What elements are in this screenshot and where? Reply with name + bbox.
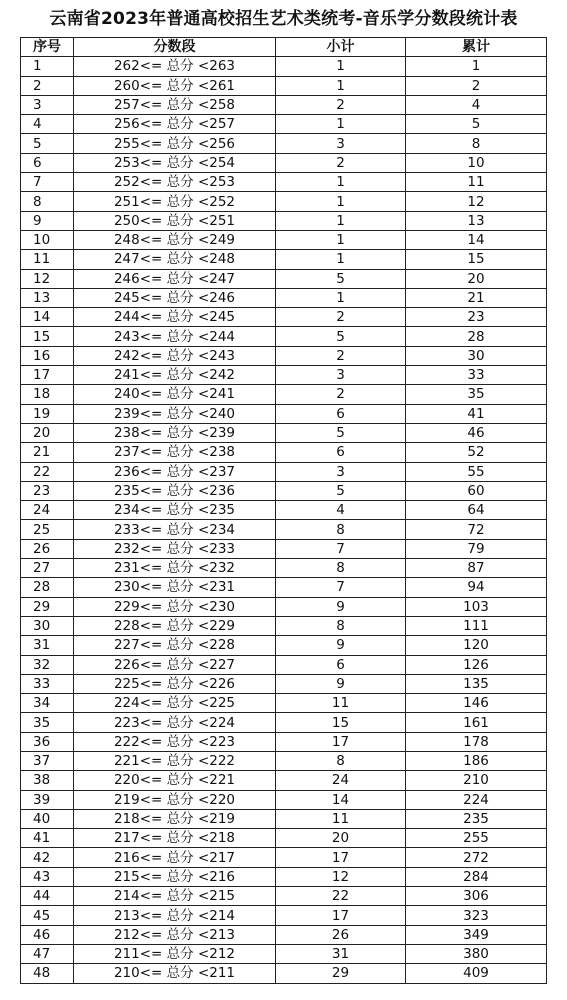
row-index: 13	[21, 288, 74, 307]
row-cumulative: 64	[406, 501, 547, 520]
table-row	[21, 423, 547, 442]
row-subtotal: 8	[276, 751, 406, 770]
row-subtotal: 1	[276, 192, 406, 211]
row-index: 24	[21, 501, 74, 520]
row-subtotal: 29	[276, 964, 406, 983]
row-subtotal: 5	[276, 423, 406, 442]
row-cumulative: 306	[406, 887, 547, 906]
row-score-range: 260<= 总分 <261	[74, 76, 276, 95]
table-row	[21, 230, 547, 249]
table-row	[21, 636, 547, 655]
row-index: 21	[21, 443, 74, 462]
row-index: 28	[21, 578, 74, 597]
row-index: 2	[21, 76, 74, 95]
row-subtotal: 31	[276, 944, 406, 963]
row-cumulative: 235	[406, 809, 547, 828]
header-cumulative: 累计	[406, 38, 547, 57]
row-cumulative: 46	[406, 423, 547, 442]
row-subtotal: 5	[276, 481, 406, 500]
row-cumulative: 87	[406, 559, 547, 578]
row-cumulative: 28	[406, 327, 547, 346]
row-index: 35	[21, 713, 74, 732]
table-row	[21, 867, 547, 886]
row-index: 1	[21, 57, 74, 76]
row-score-range: 223<= 总分 <224	[74, 713, 276, 732]
row-cumulative: 30	[406, 346, 547, 365]
table-row	[21, 655, 547, 674]
row-score-range: 237<= 总分 <238	[74, 443, 276, 462]
row-score-range: 228<= 总分 <229	[74, 616, 276, 635]
row-subtotal: 8	[276, 520, 406, 539]
row-subtotal: 2	[276, 153, 406, 172]
row-subtotal: 2	[276, 346, 406, 365]
row-index: 20	[21, 423, 74, 442]
table-row	[21, 481, 547, 500]
table-row	[21, 539, 547, 558]
row-cumulative: 52	[406, 443, 547, 462]
table-row	[21, 346, 547, 365]
row-cumulative: 35	[406, 385, 547, 404]
row-cumulative: 210	[406, 771, 547, 790]
table-row	[21, 906, 547, 925]
row-score-range: 233<= 总分 <234	[74, 520, 276, 539]
row-score-range: 243<= 总分 <244	[74, 327, 276, 346]
row-cumulative: 135	[406, 674, 547, 693]
table-row	[21, 385, 547, 404]
row-index: 37	[21, 751, 74, 770]
row-subtotal: 15	[276, 713, 406, 732]
table-row	[21, 732, 547, 751]
row-cumulative: 11	[406, 173, 547, 192]
row-index: 14	[21, 308, 74, 327]
header-row	[21, 38, 547, 57]
row-cumulative: 120	[406, 636, 547, 655]
row-cumulative: 186	[406, 751, 547, 770]
table-row	[21, 250, 547, 269]
row-score-range: 235<= 总分 <236	[74, 481, 276, 500]
row-index: 46	[21, 925, 74, 944]
row-subtotal: 1	[276, 76, 406, 95]
row-subtotal: 24	[276, 771, 406, 790]
table-row	[21, 674, 547, 693]
row-index: 3	[21, 95, 74, 114]
row-cumulative: 2	[406, 76, 547, 95]
table-row	[21, 694, 547, 713]
header-index: 序号	[21, 38, 74, 57]
row-score-range: 247<= 总分 <248	[74, 250, 276, 269]
table-row	[21, 76, 547, 95]
row-cumulative: 409	[406, 964, 547, 983]
row-index: 23	[21, 481, 74, 500]
table-row	[21, 211, 547, 230]
row-index: 39	[21, 790, 74, 809]
row-cumulative: 33	[406, 366, 547, 385]
row-index: 18	[21, 385, 74, 404]
table-row	[21, 443, 547, 462]
row-cumulative: 60	[406, 481, 547, 500]
row-score-range: 256<= 总分 <257	[74, 115, 276, 134]
row-index: 45	[21, 906, 74, 925]
row-score-range: 218<= 总分 <219	[74, 809, 276, 828]
row-index: 44	[21, 887, 74, 906]
table-row	[21, 848, 547, 867]
table-row	[21, 790, 547, 809]
row-cumulative: 224	[406, 790, 547, 809]
table-row	[21, 887, 547, 906]
row-score-range: 242<= 总分 <243	[74, 346, 276, 365]
row-subtotal: 1	[276, 230, 406, 249]
row-cumulative: 284	[406, 867, 547, 886]
score-distribution-table	[20, 37, 547, 984]
table-row	[21, 616, 547, 635]
row-subtotal: 1	[276, 57, 406, 76]
row-subtotal: 1	[276, 173, 406, 192]
table-row	[21, 269, 547, 288]
row-subtotal: 7	[276, 578, 406, 597]
row-subtotal: 11	[276, 694, 406, 713]
row-index: 15	[21, 327, 74, 346]
row-cumulative: 380	[406, 944, 547, 963]
row-index: 36	[21, 732, 74, 751]
row-score-range: 248<= 总分 <249	[74, 230, 276, 249]
row-cumulative: 146	[406, 694, 547, 713]
row-cumulative: 79	[406, 539, 547, 558]
row-score-range: 251<= 总分 <252	[74, 192, 276, 211]
row-score-range: 253<= 总分 <254	[74, 153, 276, 172]
row-index: 31	[21, 636, 74, 655]
row-score-range: 216<= 总分 <217	[74, 848, 276, 867]
row-score-range: 239<= 总分 <240	[74, 404, 276, 423]
row-subtotal: 17	[276, 732, 406, 751]
table-row	[21, 95, 547, 114]
row-score-range: 229<= 总分 <230	[74, 597, 276, 616]
row-cumulative: 272	[406, 848, 547, 867]
table-row	[21, 57, 547, 76]
table-row	[21, 578, 547, 597]
row-score-range: 234<= 总分 <235	[74, 501, 276, 520]
row-cumulative: 178	[406, 732, 547, 751]
row-subtotal: 7	[276, 539, 406, 558]
row-subtotal: 1	[276, 288, 406, 307]
row-cumulative: 5	[406, 115, 547, 134]
table-row	[21, 153, 547, 172]
row-index: 8	[21, 192, 74, 211]
header-subtotal: 小计	[276, 38, 406, 57]
row-subtotal: 2	[276, 95, 406, 114]
table-row	[21, 597, 547, 616]
row-subtotal: 9	[276, 597, 406, 616]
row-score-range: 230<= 总分 <231	[74, 578, 276, 597]
row-subtotal: 5	[276, 327, 406, 346]
row-cumulative: 12	[406, 192, 547, 211]
table-row	[21, 462, 547, 481]
page-title: 云南省2023年普通高校招生艺术类统考-音乐学分数段统计表	[49, 9, 518, 29]
row-subtotal: 1	[276, 211, 406, 230]
row-score-range: 246<= 总分 <247	[74, 269, 276, 288]
row-score-range: 232<= 总分 <233	[74, 539, 276, 558]
row-cumulative: 323	[406, 906, 547, 925]
table-body	[21, 57, 547, 983]
table-row	[21, 809, 547, 828]
row-index: 19	[21, 404, 74, 423]
row-score-range: 238<= 总分 <239	[74, 423, 276, 442]
row-score-range: 224<= 总分 <225	[74, 694, 276, 713]
table-row	[21, 944, 547, 963]
row-subtotal: 12	[276, 867, 406, 886]
table-row	[21, 192, 547, 211]
row-subtotal: 17	[276, 848, 406, 867]
row-cumulative: 255	[406, 829, 547, 848]
row-index: 41	[21, 829, 74, 848]
table-row	[21, 501, 547, 520]
row-cumulative: 111	[406, 616, 547, 635]
row-index: 42	[21, 848, 74, 867]
row-score-range: 255<= 总分 <256	[74, 134, 276, 153]
row-index: 47	[21, 944, 74, 963]
row-index: 9	[21, 211, 74, 230]
row-subtotal: 6	[276, 655, 406, 674]
row-subtotal: 3	[276, 134, 406, 153]
table-row	[21, 308, 547, 327]
row-index: 48	[21, 964, 74, 983]
row-index: 38	[21, 771, 74, 790]
row-subtotal: 6	[276, 404, 406, 423]
row-cumulative: 23	[406, 308, 547, 327]
row-score-range: 241<= 总分 <242	[74, 366, 276, 385]
row-cumulative: 1	[406, 57, 547, 76]
row-cumulative: 126	[406, 655, 547, 674]
table-row	[21, 829, 547, 848]
row-score-range: 215<= 总分 <216	[74, 867, 276, 886]
table-row	[21, 115, 547, 134]
row-subtotal: 9	[276, 636, 406, 655]
row-score-range: 226<= 总分 <227	[74, 655, 276, 674]
table-row	[21, 925, 547, 944]
row-score-range: 221<= 总分 <222	[74, 751, 276, 770]
header-score-range: 分数段	[74, 38, 276, 57]
row-score-range: 236<= 总分 <237	[74, 462, 276, 481]
row-cumulative: 349	[406, 925, 547, 944]
row-index: 43	[21, 867, 74, 886]
row-score-range: 214<= 总分 <215	[74, 887, 276, 906]
row-index: 34	[21, 694, 74, 713]
row-index: 11	[21, 250, 74, 269]
row-score-range: 245<= 总分 <246	[74, 288, 276, 307]
row-score-range: 231<= 总分 <232	[74, 559, 276, 578]
row-score-range: 257<= 总分 <258	[74, 95, 276, 114]
row-index: 40	[21, 809, 74, 828]
row-score-range: 252<= 总分 <253	[74, 173, 276, 192]
table-header	[21, 38, 547, 57]
row-index: 27	[21, 559, 74, 578]
row-score-range: 262<= 总分 <263	[74, 57, 276, 76]
row-cumulative: 41	[406, 404, 547, 423]
table-row	[21, 366, 547, 385]
row-score-range: 210<= 总分 <211	[74, 964, 276, 983]
row-score-range: 219<= 总分 <220	[74, 790, 276, 809]
row-subtotal: 3	[276, 366, 406, 385]
row-subtotal: 4	[276, 501, 406, 520]
row-subtotal: 8	[276, 559, 406, 578]
row-cumulative: 13	[406, 211, 547, 230]
row-subtotal: 9	[276, 674, 406, 693]
row-subtotal: 14	[276, 790, 406, 809]
row-index: 22	[21, 462, 74, 481]
table-row	[21, 771, 547, 790]
table-row	[21, 134, 547, 153]
row-subtotal: 3	[276, 462, 406, 481]
row-score-range: 213<= 总分 <214	[74, 906, 276, 925]
row-index: 26	[21, 539, 74, 558]
table-row	[21, 520, 547, 539]
table-row	[21, 404, 547, 423]
row-index: 6	[21, 153, 74, 172]
row-index: 33	[21, 674, 74, 693]
row-subtotal: 1	[276, 115, 406, 134]
row-cumulative: 8	[406, 134, 547, 153]
row-score-range: 217<= 总分 <218	[74, 829, 276, 848]
table-row	[21, 559, 547, 578]
table-row	[21, 327, 547, 346]
row-score-range: 240<= 总分 <241	[74, 385, 276, 404]
row-cumulative: 21	[406, 288, 547, 307]
row-score-range: 212<= 总分 <213	[74, 925, 276, 944]
row-index: 7	[21, 173, 74, 192]
row-cumulative: 20	[406, 269, 547, 288]
row-index: 10	[21, 230, 74, 249]
row-score-range: 244<= 总分 <245	[74, 308, 276, 327]
row-index: 25	[21, 520, 74, 539]
row-subtotal: 2	[276, 385, 406, 404]
table-row	[21, 173, 547, 192]
table-row	[21, 288, 547, 307]
row-index: 32	[21, 655, 74, 674]
row-cumulative: 4	[406, 95, 547, 114]
table-row	[21, 713, 547, 732]
row-cumulative: 161	[406, 713, 547, 732]
row-subtotal: 20	[276, 829, 406, 848]
row-score-range: 222<= 总分 <223	[74, 732, 276, 751]
row-subtotal: 2	[276, 308, 406, 327]
table-row	[21, 751, 547, 770]
row-subtotal: 22	[276, 887, 406, 906]
row-index: 12	[21, 269, 74, 288]
row-score-range: 220<= 总分 <221	[74, 771, 276, 790]
row-cumulative: 14	[406, 230, 547, 249]
row-cumulative: 10	[406, 153, 547, 172]
row-index: 16	[21, 346, 74, 365]
row-cumulative: 103	[406, 597, 547, 616]
row-cumulative: 15	[406, 250, 547, 269]
row-subtotal: 11	[276, 809, 406, 828]
row-cumulative: 72	[406, 520, 547, 539]
row-index: 29	[21, 597, 74, 616]
row-cumulative: 55	[406, 462, 547, 481]
row-index: 5	[21, 134, 74, 153]
row-subtotal: 8	[276, 616, 406, 635]
row-score-range: 225<= 总分 <226	[74, 674, 276, 693]
row-index: 17	[21, 366, 74, 385]
row-subtotal: 17	[276, 906, 406, 925]
row-index: 4	[21, 115, 74, 134]
row-subtotal: 6	[276, 443, 406, 462]
row-score-range: 211<= 总分 <212	[74, 944, 276, 963]
table-row	[21, 964, 547, 983]
row-subtotal: 26	[276, 925, 406, 944]
row-subtotal: 1	[276, 250, 406, 269]
row-cumulative: 94	[406, 578, 547, 597]
row-score-range: 250<= 总分 <251	[74, 211, 276, 230]
row-index: 30	[21, 616, 74, 635]
row-subtotal: 5	[276, 269, 406, 288]
row-score-range: 227<= 总分 <228	[74, 636, 276, 655]
